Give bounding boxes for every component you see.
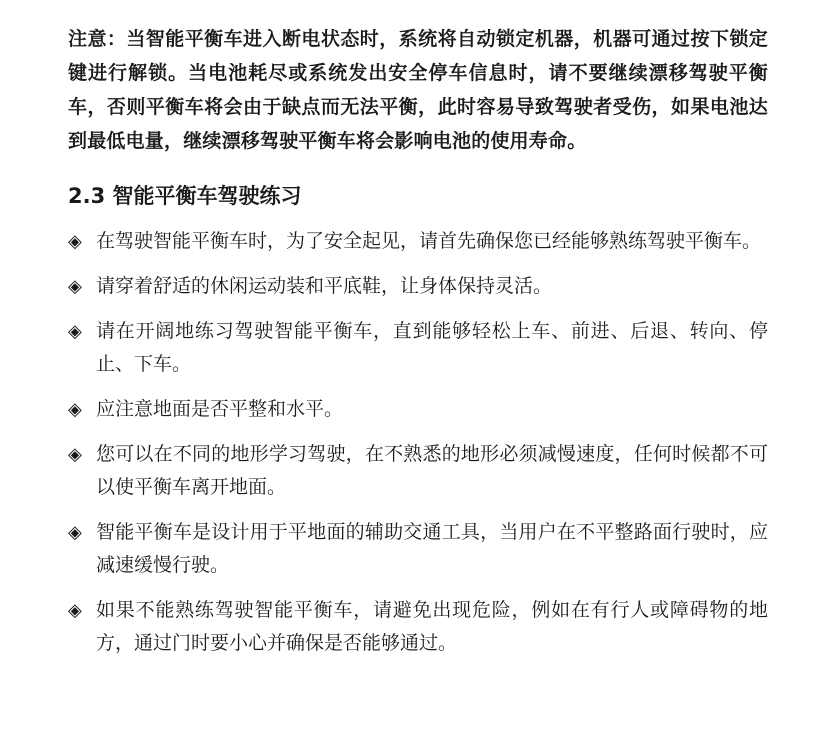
list-item <box>68 393 768 426</box>
list-item <box>68 438 768 504</box>
document-page <box>68 22 768 672</box>
list-item <box>68 516 768 582</box>
list-item-text: 请在开阔地练习驾驶智能平衡车，直到能够轻松上车、前进、后退、转向、停止、下车。 <box>96 320 768 375</box>
section-title: 2.3 智能平衡车驾驶练习 <box>68 184 302 208</box>
list-item-text: 在驾驶智能平衡车时，为了安全起见，请首先确保您已经能够熟练驾驶平衡车。 <box>96 230 762 252</box>
list-item-text: 如果不能熟练驾驶智能平衡车，请避免出现危险，例如在有行人或障碍物的地方，通过门时要小心并确保是否能够通过。 <box>96 599 768 654</box>
safety-note: 注意：当智能平衡车进入断电状态时，系统将自动锁定机器，机器可通过按下锁定键进行解锁。当电池耗尽或系统发出安全停车信息时，请不要继续漂移驾驶平衡车，否则平衡车将会由于缺点而无法平衡，此时容易导致驾驶者受伤，如果电池达到最低电量，继续漂移驾驶平衡车将会影响电池的使用寿命。 <box>68 28 768 152</box>
list-item <box>68 315 768 381</box>
diamond-bullet-icon: ◈ <box>68 276 82 297</box>
list-item-text: 应注意地面是否平整和水平。 <box>96 398 344 420</box>
list-item-text: 智能平衡车是设计用于平地面的辅助交通工具，当用户在不平整路面行驶时，应减速缓慢行驶。 <box>96 521 768 576</box>
list-item-text: 您可以在不同的地形学习驾驶，在不熟悉的地形必须减慢速度，任何时候都不可以使平衡车离开地面。 <box>96 443 768 498</box>
diamond-bullet-icon: ◈ <box>68 522 82 543</box>
list-item <box>68 225 768 258</box>
diamond-bullet-icon: ◈ <box>68 600 82 621</box>
diamond-bullet-icon: ◈ <box>68 444 82 465</box>
list-item-text: 请穿着舒适的休闲运动装和平底鞋，让身体保持灵活。 <box>96 275 553 297</box>
diamond-bullet-icon: ◈ <box>68 399 82 420</box>
diamond-bullet-icon: ◈ <box>68 231 82 252</box>
list-item <box>68 594 768 660</box>
diamond-bullet-icon: ◈ <box>68 321 82 342</box>
practice-list <box>68 225 768 660</box>
list-item <box>68 270 768 303</box>
